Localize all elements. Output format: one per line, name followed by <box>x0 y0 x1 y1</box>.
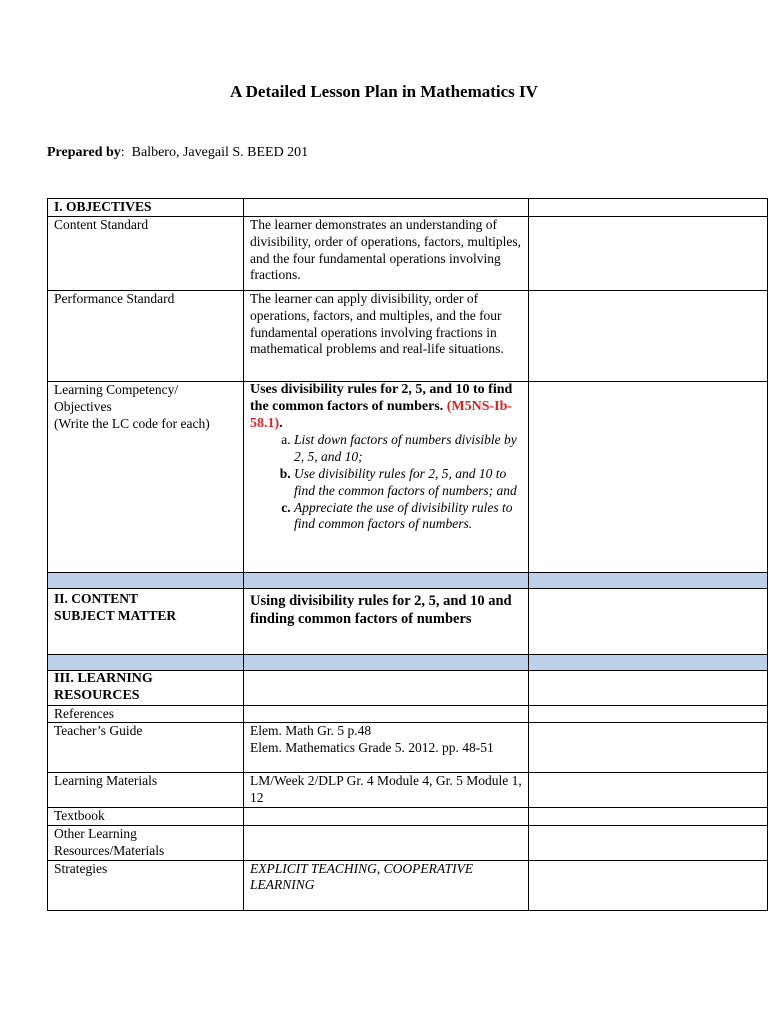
empty-cell <box>529 291 768 382</box>
band-cell <box>48 573 244 589</box>
content-heading <box>48 589 244 655</box>
table-row <box>48 382 768 573</box>
table-row <box>48 199 768 217</box>
table-row <box>48 589 768 655</box>
empty-cell <box>529 825 768 860</box>
empty-cell <box>529 199 768 217</box>
content-standard-text: The learner demonstrates an understanding of divisibility, order of operations, factors, multiples, and the four fundamental operations involving fractions. <box>244 217 529 291</box>
empty-cell <box>529 723 768 773</box>
empty-cell <box>529 773 768 808</box>
empty-cell <box>529 807 768 825</box>
empty-cell <box>244 199 529 217</box>
teachers-guide-line: Elem. Math Gr. 5 p.48 <box>250 723 372 739</box>
teachers-guide-line: Elem. Mathematics Grade 5. 2012. pp. 48-51 <box>250 740 494 756</box>
objective-list <box>250 432 522 533</box>
separator-row <box>48 655 768 671</box>
table-row <box>48 705 768 723</box>
empty-cell <box>529 860 768 910</box>
content-heading-line: SUBJECT MATTER <box>54 607 177 623</box>
table-row <box>48 807 768 825</box>
empty-cell <box>529 217 768 291</box>
lesson-plan-table <box>47 198 768 911</box>
list-item: a. List down factors of numbers divisible by 2, 5, and 10; <box>294 432 522 466</box>
competency-content <box>244 382 529 573</box>
empty-cell <box>244 705 529 723</box>
empty-cell <box>244 825 529 860</box>
prepared-by-label: Prepared by <box>47 145 121 160</box>
table-row <box>48 723 768 773</box>
teachers-guide-text <box>244 723 529 773</box>
objectives-heading: I. OBJECTIVES <box>48 199 244 217</box>
table-row <box>48 773 768 808</box>
empty-cell <box>244 807 529 825</box>
prepared-by-value: Balbero, Javegail S. BEED 201 <box>131 145 309 160</box>
list-item: b. Use divisibility rules for 2, 5, and 10 to find the common factors of numbers; and <box>294 466 522 500</box>
performance-standard-label: Performance Standard <box>48 291 244 382</box>
performance-standard-text: The learner can apply divisibility, order of operations, factors, and multiples, and the four fundamental operations involving fractions in mathematical problems and real-life situations. <box>244 291 529 382</box>
band-cell <box>244 655 529 671</box>
document-title: A Detailed Lesson Plan in Mathematics IV <box>230 82 538 101</box>
empty-cell <box>529 671 768 706</box>
content-text: Using divisibility rules for 2, 5, and 10 and finding common factors of numbers <box>244 589 529 655</box>
competency-label-line: Objectives <box>54 398 112 414</box>
band-cell <box>529 573 768 589</box>
strategies-label: Strategies <box>48 860 244 910</box>
band-cell <box>529 655 768 671</box>
references-label: References <box>48 705 244 723</box>
table-row <box>48 217 768 291</box>
empty-cell <box>529 382 768 573</box>
table-row <box>48 860 768 910</box>
competency-statement: Uses divisibility rules for 2, 5, and 10 to find the common factors of numbers. <box>250 382 513 414</box>
teachers-guide-label: Teacher’s Guide <box>48 723 244 773</box>
competency-label-line: (Write the LC code for each) <box>54 415 210 431</box>
strategies-text: EXPLICIT TEACHING, COOPERATIVE LEARNING <box>244 860 529 910</box>
table-row <box>48 825 768 860</box>
other-resources-label: Other Learning Resources/Materials <box>48 825 244 860</box>
competency-label-line: Learning Competency/ <box>54 382 179 397</box>
lc-code: (M5NS-Ib-58.1) <box>250 398 513 431</box>
table-row <box>48 291 768 382</box>
empty-cell <box>244 671 529 706</box>
content-heading-line: II. CONTENT <box>54 591 139 606</box>
empty-cell <box>529 705 768 723</box>
table-row <box>48 671 768 706</box>
empty-cell <box>529 589 768 655</box>
band-cell <box>244 573 529 589</box>
band-cell <box>48 655 244 671</box>
separator-row <box>48 573 768 589</box>
prepared-by-line: Prepared by: Balbero, Javegail S. BEED 201 <box>47 145 309 160</box>
learning-materials-label: Learning Materials <box>48 773 244 808</box>
textbook-label: Textbook <box>48 807 244 825</box>
list-item: c. Appreciate the use of divisibility rules to find common factors of numbers. <box>294 500 522 534</box>
resources-heading: III. LEARNING RESOURCES <box>48 671 244 706</box>
learning-materials-text: LM/Week 2/DLP Gr. 4 Module 4, Gr. 5 Module 1, 12 <box>244 773 529 808</box>
content-standard-label: Content Standard <box>48 217 244 291</box>
lc-code-suffix: . <box>279 415 283 431</box>
competency-text <box>250 382 522 432</box>
competency-label <box>48 382 244 573</box>
